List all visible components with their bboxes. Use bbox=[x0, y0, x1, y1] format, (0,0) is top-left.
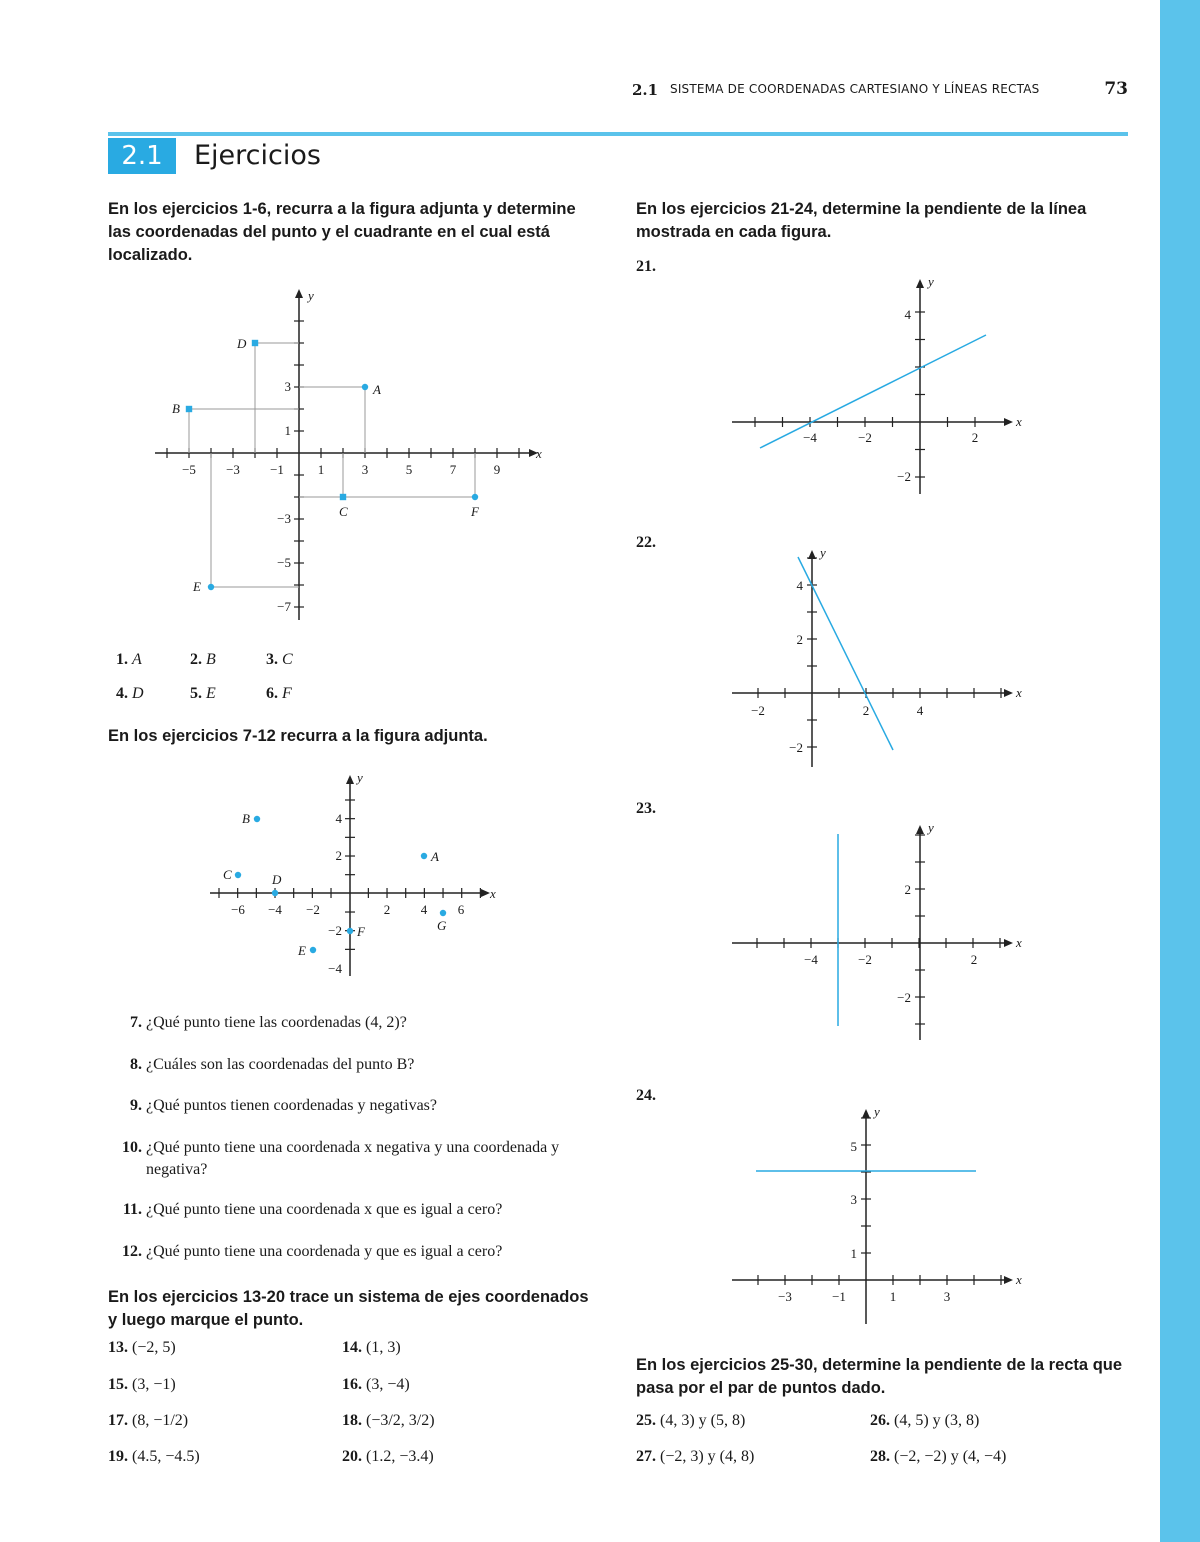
x-tick-label: 2 bbox=[971, 430, 979, 445]
x-axis-label: x bbox=[490, 886, 496, 901]
x-tick-label: 1 bbox=[889, 1289, 897, 1304]
y-tick-label: 3 bbox=[284, 379, 291, 394]
x-tick-label: −4 bbox=[803, 430, 817, 445]
x-tick-label: −4 bbox=[268, 902, 282, 917]
exercise-1: 1. A bbox=[116, 651, 142, 668]
header-section-number: 2.1 bbox=[632, 81, 659, 99]
figure-label-23: 23. bbox=[636, 800, 656, 817]
x-tick-label: 7 bbox=[449, 462, 457, 477]
y-tick-label: −5 bbox=[277, 555, 291, 570]
x-tick-label: 5 bbox=[405, 462, 413, 477]
y-tick-label: −2 bbox=[897, 990, 911, 1005]
x-tick-label: −3 bbox=[226, 462, 240, 477]
running-header bbox=[620, 78, 1128, 100]
y-tick-label: 2 bbox=[335, 848, 342, 863]
figure-label-22: 22. bbox=[636, 534, 656, 551]
point-A bbox=[421, 853, 427, 859]
exercise-5: 5. E bbox=[190, 685, 216, 702]
header-rule bbox=[108, 132, 1128, 136]
y-tick-label: 4 bbox=[796, 578, 803, 593]
label-A: A bbox=[373, 382, 381, 397]
x-tick-label: −3 bbox=[778, 1289, 792, 1304]
pair-exercise-27: 27. (−2, 3) y (4, 8) bbox=[636, 1448, 755, 1465]
y-axis-label: y bbox=[874, 1104, 880, 1119]
point-exercise-18: 18. (−3/2, 3/2) bbox=[342, 1412, 435, 1429]
y-axis-label: y bbox=[357, 770, 363, 785]
label-E: E bbox=[193, 579, 201, 594]
x-tick-label: 2 bbox=[862, 703, 870, 718]
label-F: F bbox=[357, 924, 365, 939]
exercise-6: 6. F bbox=[266, 685, 292, 702]
x-tick-label: −2 bbox=[751, 703, 765, 718]
x-tick-label: 2 bbox=[970, 952, 978, 967]
header-section-title: SISTEMA DE COORDENADAS CARTESIANO Y LÍNEAS RECTAS bbox=[670, 82, 1040, 96]
x-tick-label: 4 bbox=[916, 703, 924, 718]
section-number-box: 2.1 bbox=[108, 138, 176, 174]
label-A: A bbox=[431, 849, 439, 864]
y-tick-label: 2 bbox=[796, 632, 803, 647]
label-D: D bbox=[237, 336, 247, 351]
point-exercise-16: 16. (3, −4) bbox=[342, 1376, 410, 1393]
label-D: D bbox=[272, 872, 282, 887]
x-axis-label: x bbox=[1016, 935, 1022, 950]
x-tick-label: 3 bbox=[943, 1289, 951, 1304]
pair-exercise-25: 25. (4, 3) y (5, 8) bbox=[636, 1412, 746, 1429]
label-F: F bbox=[471, 504, 479, 519]
point-F bbox=[347, 928, 353, 934]
label-E: E bbox=[298, 943, 306, 958]
x-tick-label: −6 bbox=[231, 902, 245, 917]
figure-exercises-1-6 bbox=[140, 280, 560, 620]
x-tick-label: −1 bbox=[270, 462, 284, 477]
x-tick-label: 4 bbox=[420, 902, 428, 917]
point-D bbox=[272, 890, 278, 896]
x-axis-label: x bbox=[536, 446, 542, 461]
point-exercise-14: 14. (1, 3) bbox=[342, 1339, 401, 1356]
point-B bbox=[186, 406, 192, 412]
y-tick-label: −4 bbox=[328, 961, 342, 976]
y-axis-label: y bbox=[928, 820, 934, 835]
point-exercise-19: 19. (4.5, −4.5) bbox=[108, 1448, 200, 1465]
exercise-3: 3. C bbox=[266, 651, 293, 668]
point-F bbox=[472, 494, 478, 500]
pair-exercise-28: 28. (−2, −2) y (4, −4) bbox=[870, 1448, 1007, 1465]
y-axis-label: y bbox=[308, 288, 314, 303]
x-tick-label: 9 bbox=[493, 462, 501, 477]
x-axis-label: x bbox=[1016, 685, 1022, 700]
x-axis-label: x bbox=[1016, 414, 1022, 429]
y-axis-label: y bbox=[928, 274, 934, 289]
instructions-7-12: En los ejercicios 7-12 recurra a la figura adjunta. bbox=[108, 727, 488, 745]
question-12: 12. ¿Qué punto tiene una coordenada y que es igual a cero? bbox=[122, 1243, 503, 1260]
point-E bbox=[208, 584, 214, 590]
y-axis-label: y bbox=[820, 545, 826, 560]
question-11: 11. ¿Qué punto tiene una coordenada x que es igual a cero? bbox=[122, 1201, 503, 1218]
x-tick-label: 3 bbox=[361, 462, 369, 477]
y-tick-label: 1 bbox=[850, 1246, 857, 1261]
point-C bbox=[235, 872, 241, 878]
figure-exercises-7-12 bbox=[200, 770, 510, 980]
y-tick-label: −2 bbox=[897, 469, 911, 484]
x-tick-label: −1 bbox=[832, 1289, 846, 1304]
pair-exercise-26: 26. (4, 5) y (3, 8) bbox=[870, 1412, 980, 1429]
point-exercise-17: 17. (8, −1/2) bbox=[108, 1412, 189, 1429]
label-C: C bbox=[223, 867, 232, 882]
x-tick-label: 6 bbox=[457, 902, 465, 917]
point-G bbox=[440, 910, 446, 916]
instructions-13-20: En los ejercicios 13-20 trace un sistema de ejes coordenados y luego marque el punto. bbox=[108, 1288, 589, 1329]
point-E bbox=[310, 947, 316, 953]
x-tick-label: −2 bbox=[858, 430, 872, 445]
x-tick-label: −2 bbox=[858, 952, 872, 967]
page-number: 73 bbox=[1104, 79, 1128, 99]
y-tick-label: 3 bbox=[850, 1192, 857, 1207]
exercise-4: 4. D bbox=[116, 685, 144, 702]
y-tick-label: 5 bbox=[850, 1139, 857, 1154]
point-D bbox=[252, 340, 258, 346]
line-21 bbox=[760, 335, 986, 448]
label-C: C bbox=[339, 504, 348, 519]
point-B bbox=[254, 816, 260, 822]
page-side-strip bbox=[1160, 0, 1200, 1542]
section-title: Ejercicios bbox=[194, 140, 321, 171]
question-10: 10. ¿Qué punto tiene una coordenada x negativa y una coordenada y negativa? bbox=[122, 1139, 560, 1178]
y-tick-label: −2 bbox=[789, 740, 803, 755]
figure-label-24: 24. bbox=[636, 1087, 656, 1104]
figure-21 bbox=[720, 270, 1040, 500]
figure-label-21: 21. bbox=[636, 258, 656, 275]
exercise-2: 2. B bbox=[190, 651, 216, 668]
point-C bbox=[340, 494, 346, 500]
y-tick-label: −7 bbox=[277, 599, 291, 614]
question-9: 9. ¿Qué puntos tienen coordenadas y negativas? bbox=[130, 1097, 438, 1114]
label-G: G bbox=[437, 918, 447, 933]
question-8: 8. ¿Cuáles son las coordenadas del punto B? bbox=[130, 1056, 415, 1073]
figure-22 bbox=[720, 545, 1040, 770]
question-7: 7. ¿Qué punto tiene las coordenadas (4, 2)? bbox=[130, 1014, 407, 1031]
y-tick-label: −2 bbox=[328, 923, 342, 938]
x-tick-label: 1 bbox=[317, 462, 325, 477]
figure-23 bbox=[720, 820, 1040, 1045]
y-tick-label: 4 bbox=[904, 307, 911, 322]
y-tick-label: −3 bbox=[277, 511, 291, 526]
point-exercise-13: 13. (−2, 5) bbox=[108, 1339, 176, 1356]
label-B: B bbox=[242, 811, 250, 826]
y-tick-label: 4 bbox=[335, 811, 342, 826]
instructions-1-6: En los ejercicios 1-6, recurra a la figura adjunta y determine las coordenadas del punto y el cuadrante en el cual está localizado. bbox=[108, 200, 576, 264]
point-exercise-15: 15. (3, −1) bbox=[108, 1376, 176, 1393]
instructions-25-30: En los ejercicios 25-30, determine la pendiente de la recta que pasa por el par de puntos dado. bbox=[636, 1356, 1123, 1397]
instructions-21-24: En los ejercicios 21-24, determine la pendiente de la línea mostrada en cada figura. bbox=[636, 200, 1087, 241]
x-tick-label: 2 bbox=[383, 902, 391, 917]
x-tick-label: −5 bbox=[182, 462, 196, 477]
point-exercise-20: 20. (1.2, −3.4) bbox=[342, 1448, 434, 1465]
figure-24 bbox=[720, 1100, 1040, 1330]
y-tick-label: 1 bbox=[284, 423, 291, 438]
label-B: B bbox=[172, 401, 180, 416]
point-A bbox=[362, 384, 368, 390]
x-tick-label: −2 bbox=[306, 902, 320, 917]
x-tick-label: −4 bbox=[804, 952, 818, 967]
y-tick-label: 2 bbox=[904, 882, 911, 897]
x-axis-label: x bbox=[1016, 1272, 1022, 1287]
